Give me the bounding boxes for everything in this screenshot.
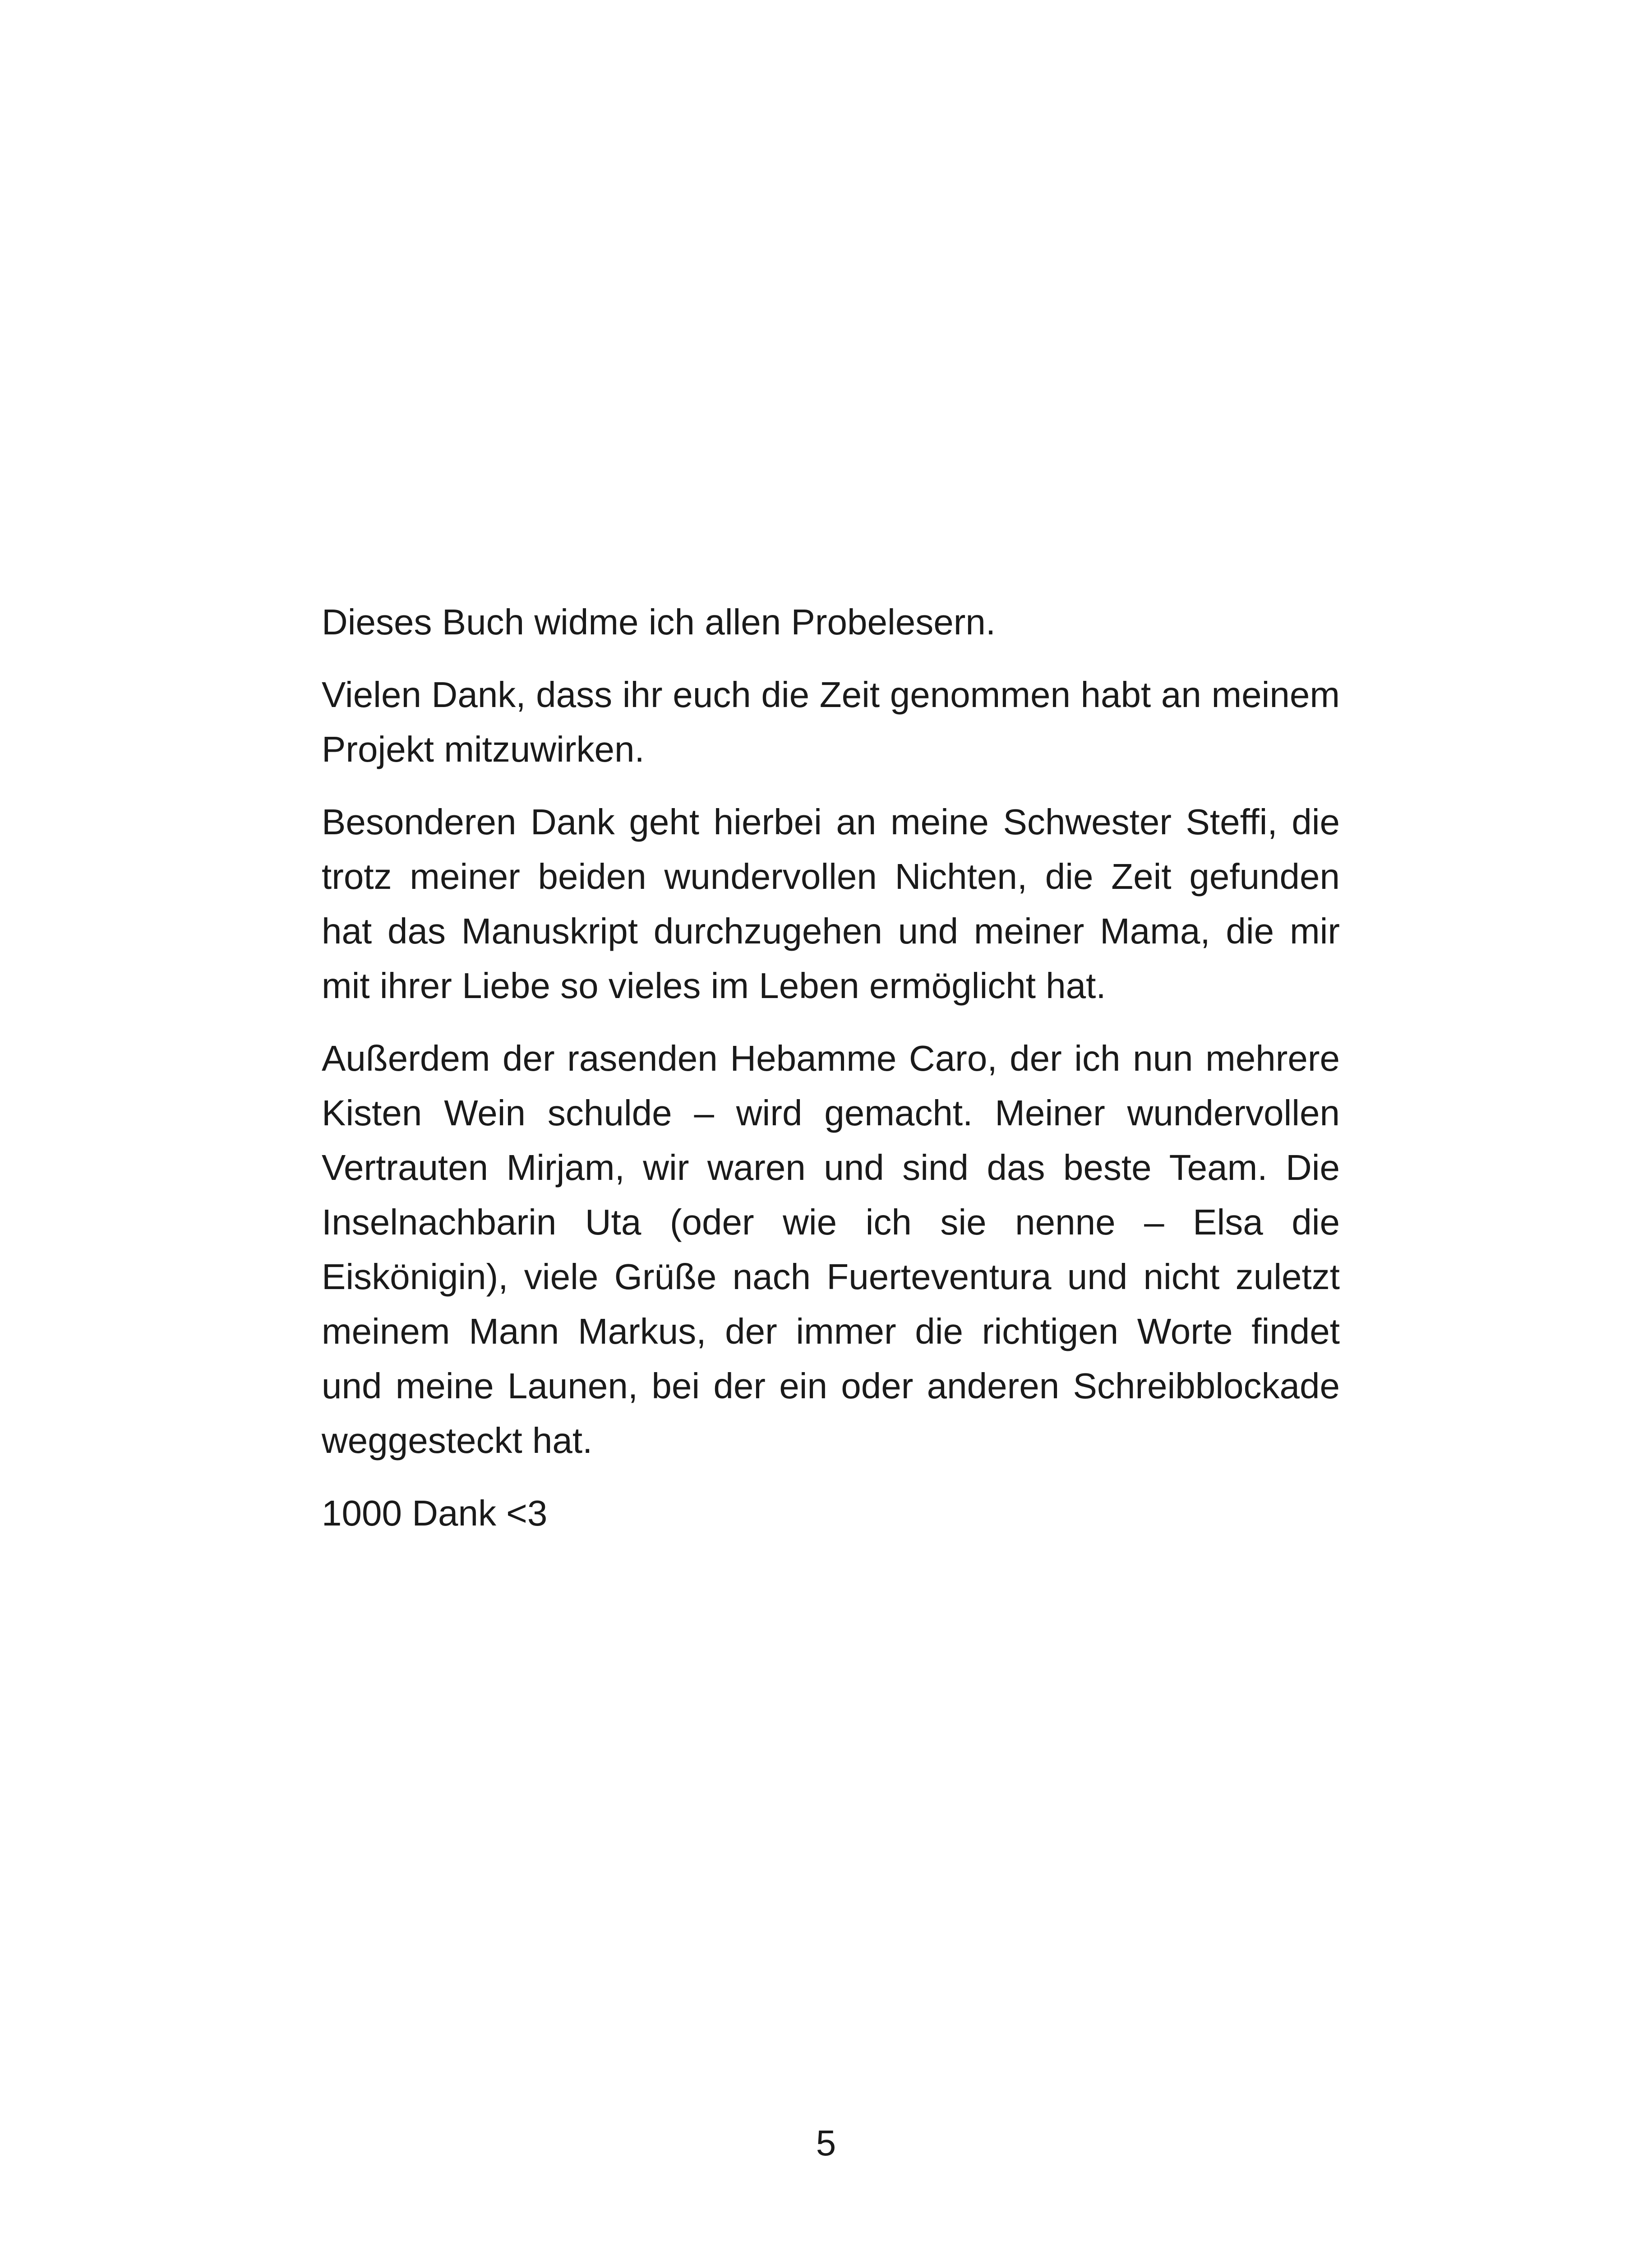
- dedication-paragraph-closing: 1000 Dank <3: [322, 1493, 548, 1533]
- page-number: 5: [816, 2123, 836, 2163]
- dedication-paragraph-thanks: Vielen Dank, dass ihr euch die Zeit genommen habt an meinem Projekt mitzuwirken.: [322, 675, 1340, 769]
- dedication-text: [322, 595, 1340, 1558]
- dedication-paragraph-intro: Dieses Buch widme ich allen Probelesern.: [322, 602, 996, 642]
- dedication-paragraph-friends: Außerdem der rasenden Hebamme Caro, der ich nun mehrere Kisten Wein schulde – wird gemacht. Meiner wundervollen Vertrauten Mirjam, wir waren und sind das beste Team. Die Inselnachbarin Uta (oder wie ich sie nenne – Elsa die Eiskönigin), viele Grüße nach Fuerteventura und nicht zuletzt meinem Mann Markus, der immer die richtigen Worte findet und meine Launen, bei der ein oder anderen Schreibblockade weggesteckt hat.: [322, 1038, 1340, 1461]
- dedication-paragraph-family: Besonderen Dank geht hierbei an meine Schwester Steffi, die trotz meiner beiden wundervollen Nichten, die Zeit gefunden hat das Manuskript durchzugehen und meiner Mama, die mir mit ihrer Liebe so vieles im Leben ermöglicht hat.: [322, 802, 1340, 1006]
